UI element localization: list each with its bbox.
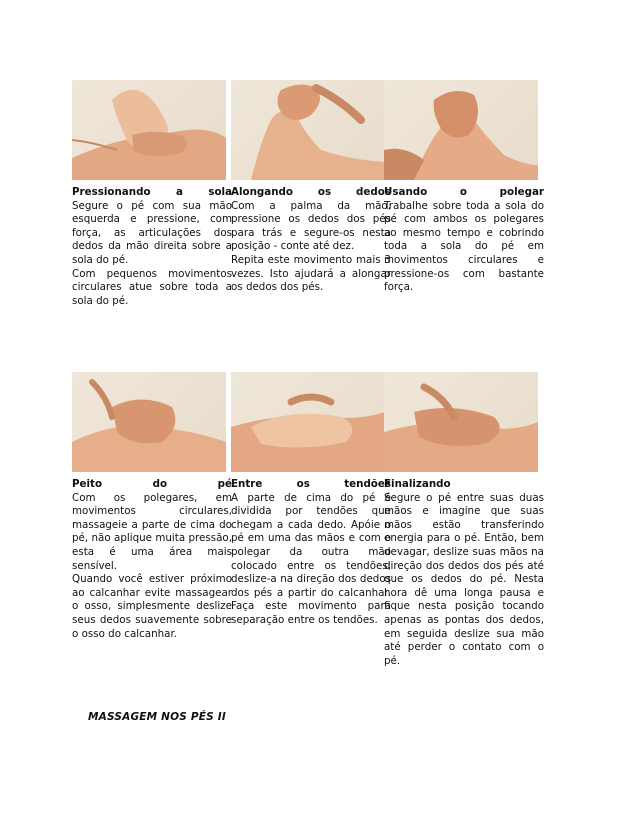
step-4 [72, 372, 232, 641]
step-1 [72, 80, 232, 308]
step-5 [231, 372, 391, 628]
step-text: Com os polegares, em movimentos circulares, massageie a parte de cima do pé, não aplique muita pressão, esta é uma área mais sensível. [72, 491, 232, 572]
photo-stretching-toes [231, 80, 385, 180]
step-heading: Alongando os dedos [231, 186, 391, 198]
step-heading: Peito do pé [72, 478, 232, 490]
step-text: Com pequenos movimentos circulares atue sobre toda a sola do pé. [72, 267, 232, 307]
step-heading: Finalizando [384, 478, 451, 490]
photo-pressing-sole [72, 80, 226, 180]
document-footer-title: MASSAGEM NOS PÉS II [88, 711, 226, 723]
step-text: A parte de cima do pé é dividida por tendões que chegam a cada dedo. Apóie o pé em uma das mãos e com o polegar da outra mão colocado entre os tendões, deslize-a na direção dos dedos dos pés a partir do calcanhar. Faça este movimento para separação entre os tendões. [231, 491, 391, 626]
photo-top-of-foot [72, 372, 226, 472]
step-heading: Pressionando a sola [72, 186, 232, 198]
step-3 [384, 80, 544, 295]
step-6 [384, 372, 544, 668]
step-text: Quando você estiver próximo ao calcanhar evite massagear o osso, simplesmente deslize seus dedos suavemente sobre o osso do calcanhar. [72, 573, 232, 640]
step-text: Segure o pé entre suas duas mãos e imagine que suas mãos estão transferindo energia para o pé. Então, bem devagar, deslize suas mãos na direção dos dedos dos pés até que os dedos do pé. Nesta hora dê uma longa pausa e fique nesta posição tocando apenas as pontas dos dedos, em seguida deslize sua mão até perder o contato com o pé. [384, 491, 544, 667]
step-heading: Usando o polegar [384, 186, 544, 198]
photo-using-thumb [384, 80, 538, 180]
step-2 [231, 80, 391, 295]
step-text: Com a palma da mão, pressione os dedos dos pés para trás e segure-os nesta posição - conte até dez. [231, 199, 391, 253]
step-heading: Entre os tendões [231, 478, 391, 490]
photo-finishing [384, 372, 538, 472]
step-text: Trabalhe sobre toda a sola do pé com ambos os polegares ao mesmo tempo e cobrindo toda a sola do pé em movimentos circulares e pressione-os com bastante força. [384, 199, 544, 294]
step-text: Repita este movimento mais 3 vezes. Isto ajudará a alongar os dedos dos pés. [231, 253, 391, 294]
step-text: Segure o pé com sua mão esquerda e pressione, com força, as articulações dos dedos da mão direita sobre a sola do pé. [72, 199, 232, 266]
photo-between-tendons [231, 372, 385, 472]
